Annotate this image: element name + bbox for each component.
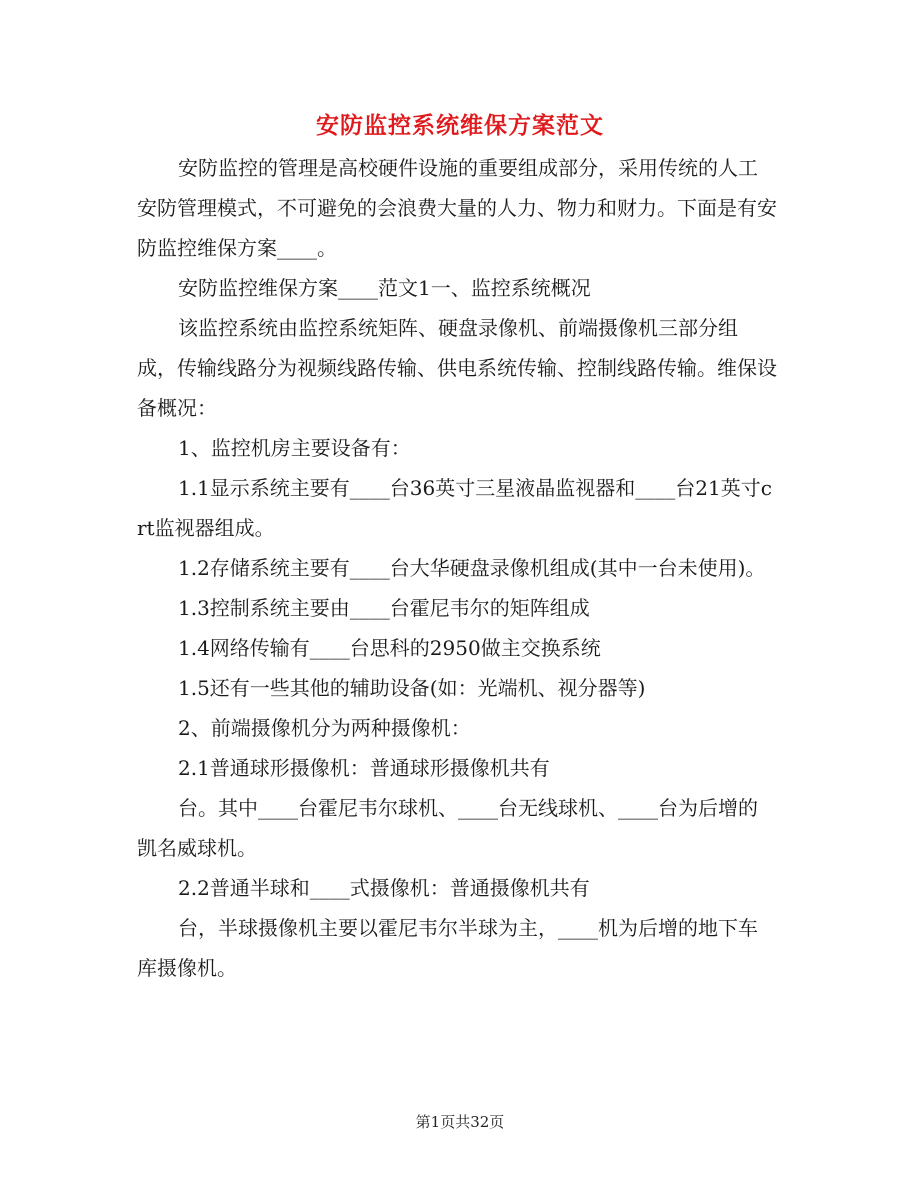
paragraph-item-2-1: 2.1普通球形摄像机：普通球形摄像机共有 <box>178 756 550 780</box>
paragraph-item-1-2: 1.2存储系统主要有____台大华硬盘录像机组成(其中一台未使用)。 <box>178 556 766 580</box>
paragraph-intro: 安防监控的管理是高校硬件设施的重要组成部分，采用传统的人工安防管理模式，不可避免的会浪费大量的人力、物力和财力。下面是有安防监控维保方案____。 <box>137 156 777 260</box>
page-number-footer: 第1页共32页 <box>415 1113 505 1131</box>
paragraph-item-1: 1、监控机房主要设备有： <box>178 436 411 460</box>
paragraph-item-2-1-detail: 台。其中____台霍尼韦尔球机、____台无线球机、____台为后增的凯名威球机。 <box>137 796 758 860</box>
document-title: 安防监控系统维保方案范文 <box>316 112 604 139</box>
paragraph-item-1-4: 1.4网络传输有____台思科的2950做主交换系统 <box>178 636 601 660</box>
paragraph-item-1-5: 1.5还有一些其他的辅助设备(如：光端机、视分器等) <box>178 676 646 700</box>
paragraph-system-overview: 该监控系统由监控系统矩阵、硬盘录像机、前端摄像机三部分组成，传输线路分为视频线路传输、供电系统传输、控制线路传输。维保设备概况： <box>137 316 777 420</box>
document-body <box>137 148 777 988</box>
paragraph-item-1-1: 1.1显示系统主要有____台36英寸三星液晶监视器和____台21英寸crt监视器组成。 <box>137 476 772 540</box>
paragraph-section-heading: 安防监控维保方案____范文1一、监控系统概况 <box>178 276 591 300</box>
paragraph-item-2: 2、前端摄像机分为两种摄像机： <box>178 716 471 740</box>
paragraph-item-2-2-detail: 台，半球摄像机主要以霍尼韦尔半球为主，____机为后增的地下车库摄像机。 <box>137 916 758 980</box>
paragraph-item-2-2: 2.2普通半球和____式摄像机：普通摄像机共有 <box>178 876 590 900</box>
paragraph-item-1-3: 1.3控制系统主要由____台霍尼韦尔的矩阵组成 <box>178 596 590 620</box>
